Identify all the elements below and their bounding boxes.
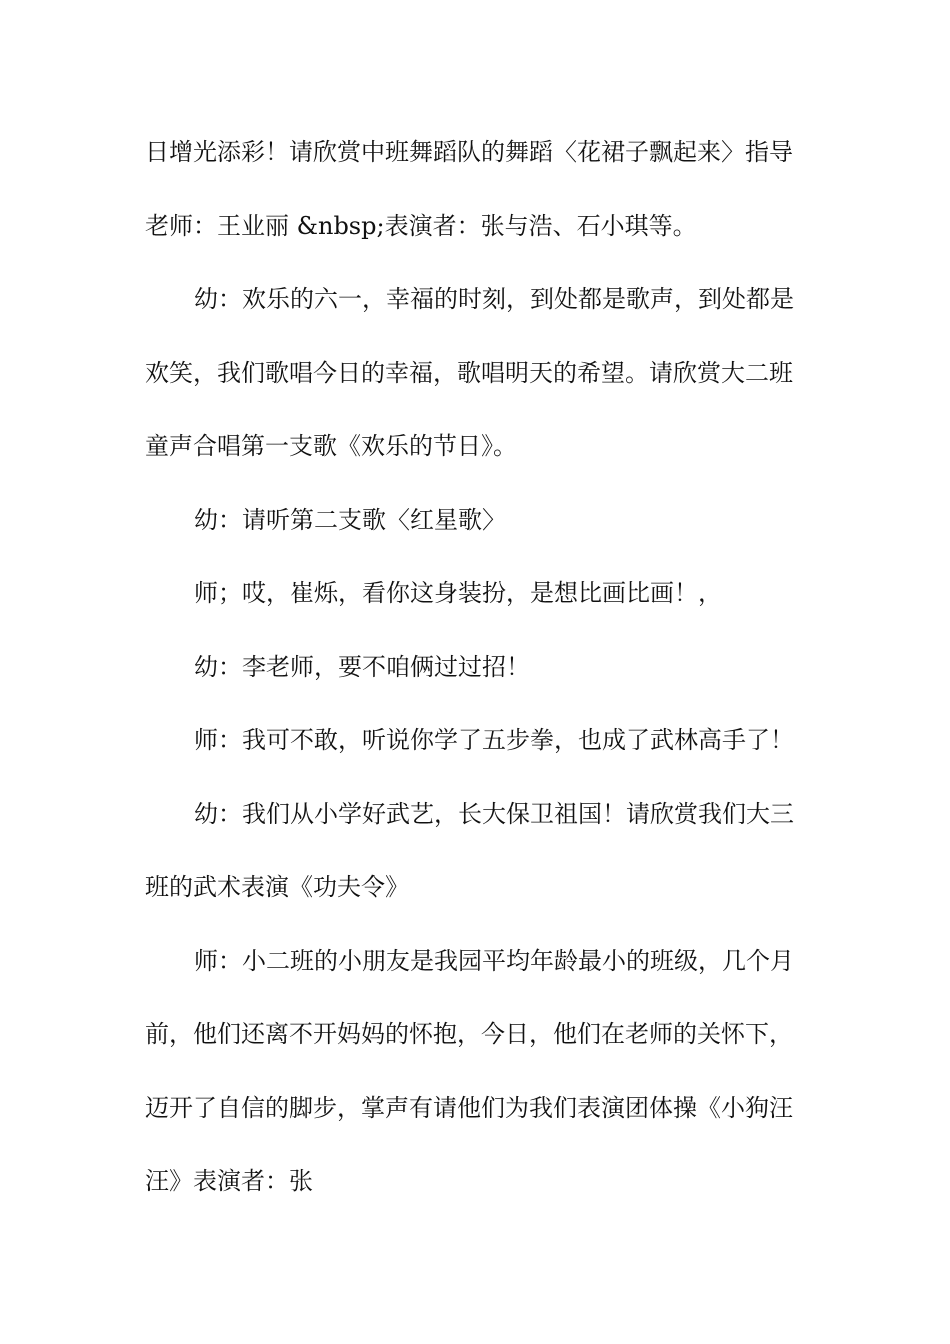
text-line: 幼：请听第二支歌〈红星歌〉 xyxy=(194,505,506,534)
text-line: 班的武术表演《功夫令》 xyxy=(145,873,409,901)
text-line: 老师：王业丽 &nbsp;表演者：张与浩、石小琪等。 xyxy=(145,211,697,240)
text-line: 幼：李老师，要不咱俩过过招！ xyxy=(194,652,530,681)
text-line: 前，他们还离不开妈妈的怀抱，今日，他们在老师的关怀下， xyxy=(145,1020,793,1048)
text-line: 童声合唱第一支歌《欢乐的节日》。 xyxy=(145,432,517,460)
text-line: 幼：欢乐的六一，幸福的时刻，到处都是歌声，到处都是 xyxy=(194,285,794,313)
text-line: 师：我可不敢，听说你学了五步拳，也成了武林高手了！ xyxy=(194,726,794,754)
text-line: 幼：我们从小学好武艺，长大保卫祖国！请欣赏我们大三 xyxy=(194,799,794,828)
text-line: 汪》表演者：张 xyxy=(145,1167,313,1195)
text-line: 师；哎，崔烁，看你这身装扮，是想比画比画！， xyxy=(194,579,722,607)
text-line: 欢笑，我们歌唱今日的幸福，歌唱明天的希望。请欣赏大二班 xyxy=(145,358,793,387)
text-line: 日增光添彩！请欣赏中班舞蹈队的舞蹈〈花裙子飘起来〉指导 xyxy=(145,138,793,166)
body-text xyxy=(145,127,807,1230)
text-line: 师：小二班的小朋友是我园平均年龄最小的班级，几个月 xyxy=(194,946,794,975)
text-line: 迈开了自信的脚步，掌声有请他们为我们表演团体操《小狗汪 xyxy=(145,1093,793,1122)
